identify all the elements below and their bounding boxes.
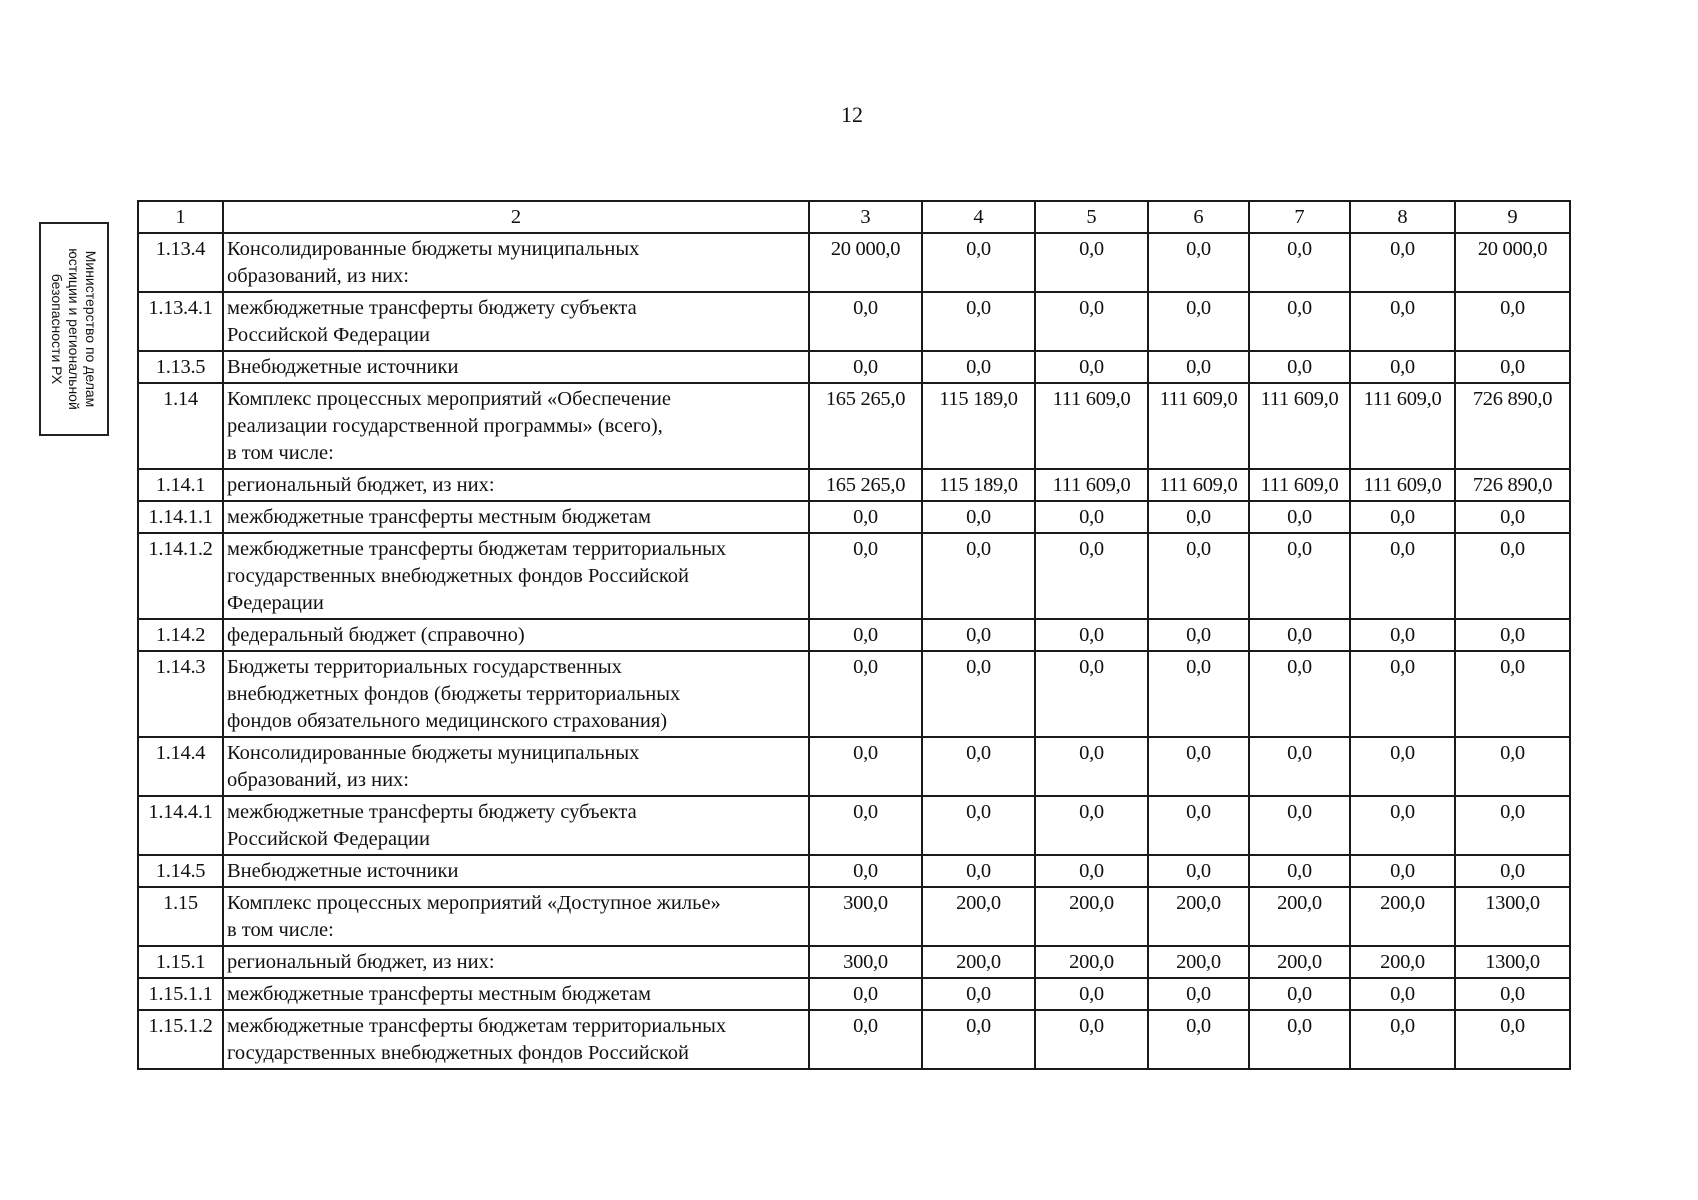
value-cell: 0,0: [922, 501, 1035, 533]
value-cell: 0,0: [809, 978, 922, 1010]
value-cell: 0,0: [1350, 501, 1455, 533]
row-name-line: межбюджетные трансферты местным бюджетам: [227, 983, 652, 1005]
row-name-line: федеральный бюджет (справочно): [227, 624, 525, 646]
value-cell: 115 189,0: [922, 383, 1035, 469]
row-code: 1.13.4: [138, 233, 223, 292]
value-cell: 0,0: [922, 855, 1035, 887]
table-row: [138, 887, 1570, 946]
value-cell: 0,0: [922, 796, 1035, 855]
value-cell: 300,0: [809, 887, 922, 946]
row-code: 1.14.1.1: [138, 501, 223, 533]
value-cell: 0,0: [809, 501, 922, 533]
row-code: 1.14.1: [138, 469, 223, 501]
value-cell: 0,0: [809, 533, 922, 619]
value-cell: 0,0: [1249, 855, 1350, 887]
value-cell: 0,0: [1035, 1010, 1148, 1069]
row-name: [223, 619, 809, 651]
value-cell: 0,0: [1148, 292, 1249, 351]
value-cell: 0,0: [1148, 796, 1249, 855]
row-code: 1.14.2: [138, 619, 223, 651]
value-cell: 0,0: [1249, 619, 1350, 651]
value-cell: 0,0: [1350, 1010, 1455, 1069]
header-cell: 6: [1148, 201, 1249, 233]
row-name: [223, 855, 809, 887]
value-cell: 0,0: [1249, 1010, 1350, 1069]
value-cell: 0,0: [1035, 796, 1148, 855]
value-cell: 0,0: [809, 351, 922, 383]
row-name-line: реализации государственной программы» (всего),: [227, 415, 663, 437]
value-cell: 0,0: [1148, 501, 1249, 533]
value-cell: 0,0: [1249, 501, 1350, 533]
value-cell: 0,0: [1249, 796, 1350, 855]
table-row: [138, 292, 1570, 351]
table-row: [138, 383, 1570, 469]
row-name-line: Федерации: [227, 592, 324, 614]
value-cell: 0,0: [809, 619, 922, 651]
stamp-line: юстиции и региональной: [66, 248, 83, 410]
value-cell: 0,0: [922, 1010, 1035, 1069]
value-cell: 0,0: [1455, 737, 1570, 796]
value-cell: 111 609,0: [1249, 383, 1350, 469]
table-row: [138, 533, 1570, 619]
row-name: [223, 946, 809, 978]
row-name-line: в том числе:: [227, 919, 334, 941]
value-cell: 0,0: [809, 292, 922, 351]
row-name: [223, 978, 809, 1010]
value-cell: 1300,0: [1455, 946, 1570, 978]
table-row: [138, 651, 1570, 737]
row-name-line: фондов обязательного медицинского страхования): [227, 710, 668, 732]
value-cell: 0,0: [1455, 292, 1570, 351]
row-name: [223, 737, 809, 796]
row-name-line: региональный бюджет, из них:: [227, 951, 495, 973]
row-name: [223, 887, 809, 946]
row-name-line: Российской Федерации: [227, 324, 430, 346]
value-cell: 111 609,0: [1350, 383, 1455, 469]
page-number: 12: [841, 102, 863, 127]
ministry-stamp: [39, 222, 109, 436]
table-row: [138, 946, 1570, 978]
value-cell: 300,0: [809, 946, 922, 978]
row-name: [223, 383, 809, 469]
table-row: [138, 619, 1570, 651]
row-code: 1.15: [138, 887, 223, 946]
value-cell: 0,0: [1249, 351, 1350, 383]
row-name-line: межбюджетные трансферты бюджетам территориальных: [227, 1015, 727, 1037]
row-code: 1.14.4: [138, 737, 223, 796]
row-name-line: Внебюджетные источники: [227, 356, 459, 378]
value-cell: 0,0: [1035, 533, 1148, 619]
value-cell: 0,0: [1350, 855, 1455, 887]
value-cell: 0,0: [1455, 533, 1570, 619]
row-name-line: межбюджетные трансферты бюджету субъекта: [227, 297, 637, 319]
table-row: [138, 469, 1570, 501]
table-row: [138, 796, 1570, 855]
value-cell: 165 265,0: [809, 383, 922, 469]
value-cell: 0,0: [1148, 1010, 1249, 1069]
stamp-text: [41, 224, 107, 434]
row-name-line: межбюджетные трансферты бюджетам территориальных: [227, 538, 727, 560]
value-cell: 111 609,0: [1035, 469, 1148, 501]
value-cell: 0,0: [1148, 351, 1249, 383]
value-cell: 111 609,0: [1249, 469, 1350, 501]
value-cell: 111 609,0: [1035, 383, 1148, 469]
value-cell: 200,0: [922, 946, 1035, 978]
value-cell: 0,0: [1455, 651, 1570, 737]
row-code: 1.15.1: [138, 946, 223, 978]
value-cell: 0,0: [1455, 1010, 1570, 1069]
row-name: [223, 796, 809, 855]
value-cell: 200,0: [1350, 887, 1455, 946]
value-cell: 20 000,0: [1455, 233, 1570, 292]
value-cell: 0,0: [1350, 533, 1455, 619]
row-code: 1.13.5: [138, 351, 223, 383]
header-cell: 9: [1455, 201, 1570, 233]
row-code: 1.14.5: [138, 855, 223, 887]
value-cell: 0,0: [1148, 233, 1249, 292]
value-cell: 0,0: [922, 978, 1035, 1010]
row-code: 1.14.4.1: [138, 796, 223, 855]
value-cell: 0,0: [922, 533, 1035, 619]
row-name: [223, 1010, 809, 1069]
value-cell: 1300,0: [1455, 887, 1570, 946]
row-name: [223, 233, 809, 292]
value-cell: 0,0: [1148, 533, 1249, 619]
row-code: 1.13.4.1: [138, 292, 223, 351]
value-cell: 0,0: [1455, 978, 1570, 1010]
value-cell: 0,0: [1035, 855, 1148, 887]
header-row: [138, 201, 1570, 233]
value-cell: 0,0: [1249, 533, 1350, 619]
header-cell: 5: [1035, 201, 1148, 233]
table-row: [138, 737, 1570, 796]
value-cell: 0,0: [922, 292, 1035, 351]
row-code: 1.14.1.2: [138, 533, 223, 619]
header-cell: 3: [809, 201, 922, 233]
row-name-line: в том числе:: [227, 442, 334, 464]
header-cell: 4: [922, 201, 1035, 233]
stamp-line: Министерство по делам: [83, 250, 100, 408]
row-name-line: Консолидированные бюджеты муниципальных: [227, 742, 640, 764]
value-cell: 0,0: [1350, 796, 1455, 855]
value-cell: 0,0: [1350, 737, 1455, 796]
row-name-line: межбюджетные трансферты бюджету субъекта: [227, 801, 637, 823]
row-name-line: внебюджетных фондов (бюджеты территориальных: [227, 683, 681, 705]
value-cell: 0,0: [1035, 233, 1148, 292]
value-cell: 0,0: [1035, 737, 1148, 796]
row-name-line: Комплекс процессных мероприятий «Доступное жилье»: [227, 892, 721, 914]
value-cell: 0,0: [1035, 351, 1148, 383]
value-cell: 0,0: [922, 651, 1035, 737]
value-cell: 0,0: [1148, 737, 1249, 796]
value-cell: 726 890,0: [1455, 383, 1570, 469]
value-cell: 0,0: [922, 737, 1035, 796]
value-cell: 0,0: [922, 351, 1035, 383]
row-name: [223, 351, 809, 383]
value-cell: 0,0: [809, 651, 922, 737]
table-body: [138, 201, 1570, 1069]
value-cell: 0,0: [809, 737, 922, 796]
value-cell: 165 265,0: [809, 469, 922, 501]
value-cell: 0,0: [1148, 855, 1249, 887]
table-row: [138, 1010, 1570, 1069]
value-cell: 111 609,0: [1350, 469, 1455, 501]
value-cell: 0,0: [1455, 351, 1570, 383]
row-name-line: государственных внебюджетных фондов Российской: [227, 1042, 690, 1064]
table-row: [138, 978, 1570, 1010]
table-row: [138, 233, 1570, 292]
value-cell: 0,0: [1350, 978, 1455, 1010]
value-cell: 0,0: [809, 855, 922, 887]
row-name: [223, 501, 809, 533]
value-cell: 0,0: [1350, 351, 1455, 383]
value-cell: 115 189,0: [922, 469, 1035, 501]
header-cell: 1: [138, 201, 223, 233]
table-row: [138, 855, 1570, 887]
value-cell: 0,0: [1249, 292, 1350, 351]
value-cell: 0,0: [1035, 292, 1148, 351]
header-cell: 8: [1350, 201, 1455, 233]
value-cell: 0,0: [1035, 501, 1148, 533]
row-name: [223, 651, 809, 737]
value-cell: 200,0: [1035, 887, 1148, 946]
value-cell: 0,0: [809, 796, 922, 855]
table-row: [138, 501, 1570, 533]
row-name-line: образований, из них:: [227, 769, 410, 791]
row-code: 1.15.1.1: [138, 978, 223, 1010]
row-name-line: региональный бюджет, из них:: [227, 474, 495, 496]
value-cell: 0,0: [1455, 855, 1570, 887]
row-name: [223, 533, 809, 619]
row-code: 1.14.3: [138, 651, 223, 737]
value-cell: 0,0: [1455, 796, 1570, 855]
value-cell: 20 000,0: [809, 233, 922, 292]
row-name-line: Бюджеты территориальных государственных: [227, 656, 622, 678]
row-name-line: Внебюджетные источники: [227, 860, 459, 882]
value-cell: 0,0: [1249, 978, 1350, 1010]
row-name: [223, 469, 809, 501]
value-cell: 200,0: [922, 887, 1035, 946]
row-name-line: межбюджетные трансферты местным бюджетам: [227, 506, 652, 528]
value-cell: 0,0: [1350, 651, 1455, 737]
table-row: [138, 351, 1570, 383]
value-cell: 0,0: [1249, 233, 1350, 292]
value-cell: 0,0: [922, 233, 1035, 292]
value-cell: 0,0: [1350, 619, 1455, 651]
value-cell: 0,0: [1035, 651, 1148, 737]
value-cell: 111 609,0: [1148, 383, 1249, 469]
value-cell: 0,0: [1035, 978, 1148, 1010]
value-cell: 0,0: [1350, 292, 1455, 351]
row-name-line: Российской Федерации: [227, 828, 430, 850]
value-cell: 0,0: [1035, 619, 1148, 651]
row-name-line: Комплекс процессных мероприятий «Обеспечение: [227, 388, 671, 410]
value-cell: 0,0: [922, 619, 1035, 651]
row-code: 1.14: [138, 383, 223, 469]
stamp-line: безопасности РХ: [49, 273, 66, 385]
value-cell: 0,0: [1455, 501, 1570, 533]
value-cell: 200,0: [1249, 946, 1350, 978]
value-cell: 0,0: [1148, 651, 1249, 737]
budget-table: [137, 200, 1571, 1070]
value-cell: 0,0: [1350, 233, 1455, 292]
value-cell: 0,0: [1148, 619, 1249, 651]
value-cell: 111 609,0: [1148, 469, 1249, 501]
row-name-line: государственных внебюджетных фондов Российской: [227, 565, 690, 587]
header-cell: 7: [1249, 201, 1350, 233]
value-cell: 200,0: [1249, 887, 1350, 946]
value-cell: 200,0: [1148, 887, 1249, 946]
header-cell: 2: [223, 201, 809, 233]
value-cell: 0,0: [809, 1010, 922, 1069]
value-cell: 0,0: [1249, 737, 1350, 796]
value-cell: 0,0: [1455, 619, 1570, 651]
value-cell: 200,0: [1148, 946, 1249, 978]
row-name-line: образований, из них:: [227, 265, 410, 287]
value-cell: 0,0: [1249, 651, 1350, 737]
value-cell: 726 890,0: [1455, 469, 1570, 501]
value-cell: 200,0: [1035, 946, 1148, 978]
row-name: [223, 292, 809, 351]
value-cell: 0,0: [1148, 978, 1249, 1010]
row-code: 1.15.1.2: [138, 1010, 223, 1069]
value-cell: 200,0: [1350, 946, 1455, 978]
row-name-line: Консолидированные бюджеты муниципальных: [227, 238, 640, 260]
